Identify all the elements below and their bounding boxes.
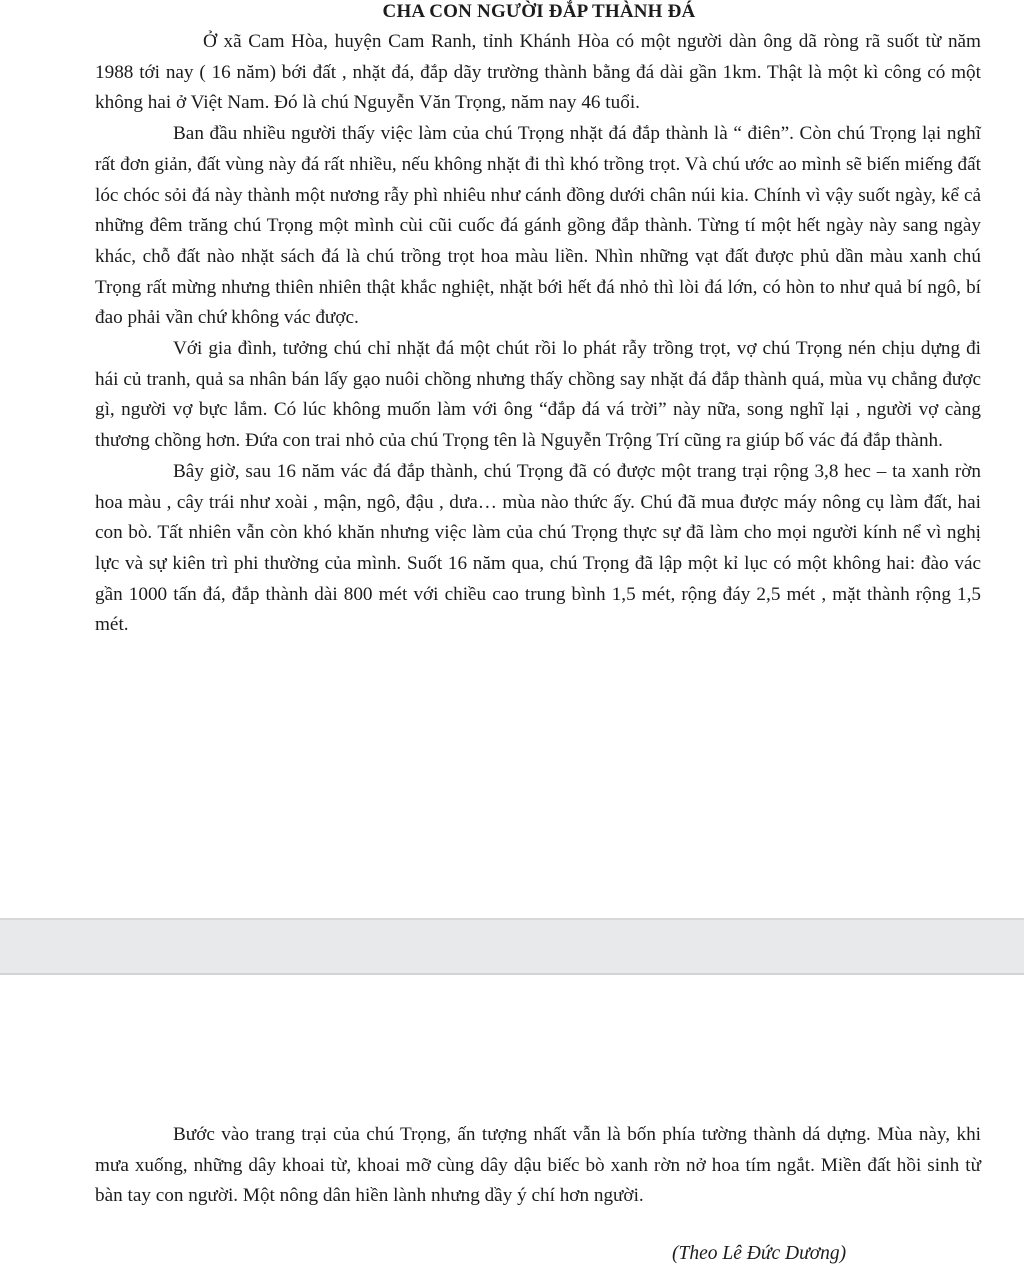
source-attribution: (Theo Lê Đức Dương) bbox=[672, 1243, 847, 1264]
paragraph-2: Ban đầu nhiều người thấy việc làm của chú Trọng nhặt đá đắp thành là “ điên”. Còn chú Trọng lại nghĩ rất đơn giản, đất vùng này đá rất nhiều, nếu không nhặt đi thì khó trồng trọt. Và chú ước ao mình sẽ biến miếng đất lóc chóc sỏi đá này thành một nương rẫy phì nhiêu như cánh đồng dưới chân núi kia. Chính vì vậy suốt ngày, kể cả những đêm trăng chú Trọng một mình cùi cũi cuốc đá gánh gồng đắp thành. Từng tí một hết ngày này sang ngày khác, chỗ đất nào nhặt sách đá là chú trồng trọt hoa màu liền. Nhìn những vạt đất được phủ dần màu xanh chú Trọng rất mừng nhưng thiên nhiên thật khắc nghiệt, nhặt bới hết đá nhỏ thì lòi đá lớn, có hòn to như quả bí ngô, bí đao phải vần chứ không vác được. bbox=[95, 123, 981, 329]
page-separator bbox=[0, 918, 1024, 975]
document-body bbox=[95, 27, 981, 641]
closing-body bbox=[95, 1120, 981, 1212]
paragraph-1: Ở xã Cam Hòa, huyện Cam Ranh, tỉnh Khánh Hòa có một người dàn ông dã ròng rã suốt từ năm 1988 tới nay ( 16 năm) bới đất , nhặt đá, đắp dãy trường thành bằng đá dài gần 1km. Thật là một kì công có một không hai ở Việt Nam. Đó là chú Nguyễn Văn Trọng, năm nay 46 tuổi. bbox=[95, 31, 981, 114]
closing-paragraph: Bước vào trang trại của chú Trọng, ấn tượng nhất vẫn là bốn phía tường thành dá dựng. Mùa này, khi mưa xuống, những dây khoai từ, khoai mỡ cùng dây dậu biếc bò xanh rờn nở hoa tím ngắt. Miền đất hồi sinh từ bàn tay con người. Một nông dân hiền lành nhưng dầy ý chí hơn người. bbox=[95, 1124, 981, 1207]
document-title: CHA CON NGƯỜI ĐẮP THÀNH ĐÁ bbox=[382, 1, 696, 22]
paragraph-4: Bây giờ, sau 16 năm vác đá đắp thành, chú Trọng đã có được một trang trại rộng 3,8 hec – ta xanh rờn hoa màu , cây trái như xoài , mận, ngô, đậu , dưa… mùa nào thức ấy. Chú đã mua được máy nông cụ làm đất, hai con bò. Tất nhiên vẫn còn khó khăn nhưng việc làm của chú Trọng thực sự đã làm cho mọi người kính nể vì nghị lực và sự kiên trì phi thường của mình. Suốt 16 năm qua, chú Trọng đã lập một kỉ lục có một không hai: đào vác gần 1000 tấn đá, đắp thành dài 800 mét với chiều cao trung bình 1,5 mét, rộng đáy 2,5 mét , mặt thành rộng 1,5 mét. bbox=[95, 460, 981, 636]
paragraph-3: Với gia đình, tưởng chú chỉ nhặt đá một chút rồi lo phát rẫy trồng trọt, vợ chú Trọng nén chịu dựng đi hái củ tranh, quả sa nhân bán lấy gạo nuôi chồng nhưng thấy chồng say nhặt đá đắp thành quá, mùa vụ chẳng được gì, người vợ bực lắm. Có lúc không muốn làm với ông “đắp đá vá trời” này nữa, song nghĩ lại , người vợ càng thương chồng hơn. Đứa con trai nhỏ của chú Trọng tên là Nguyễn Trộng Trí cũng ra giúp bố vác đá đắp thành. bbox=[95, 338, 981, 452]
